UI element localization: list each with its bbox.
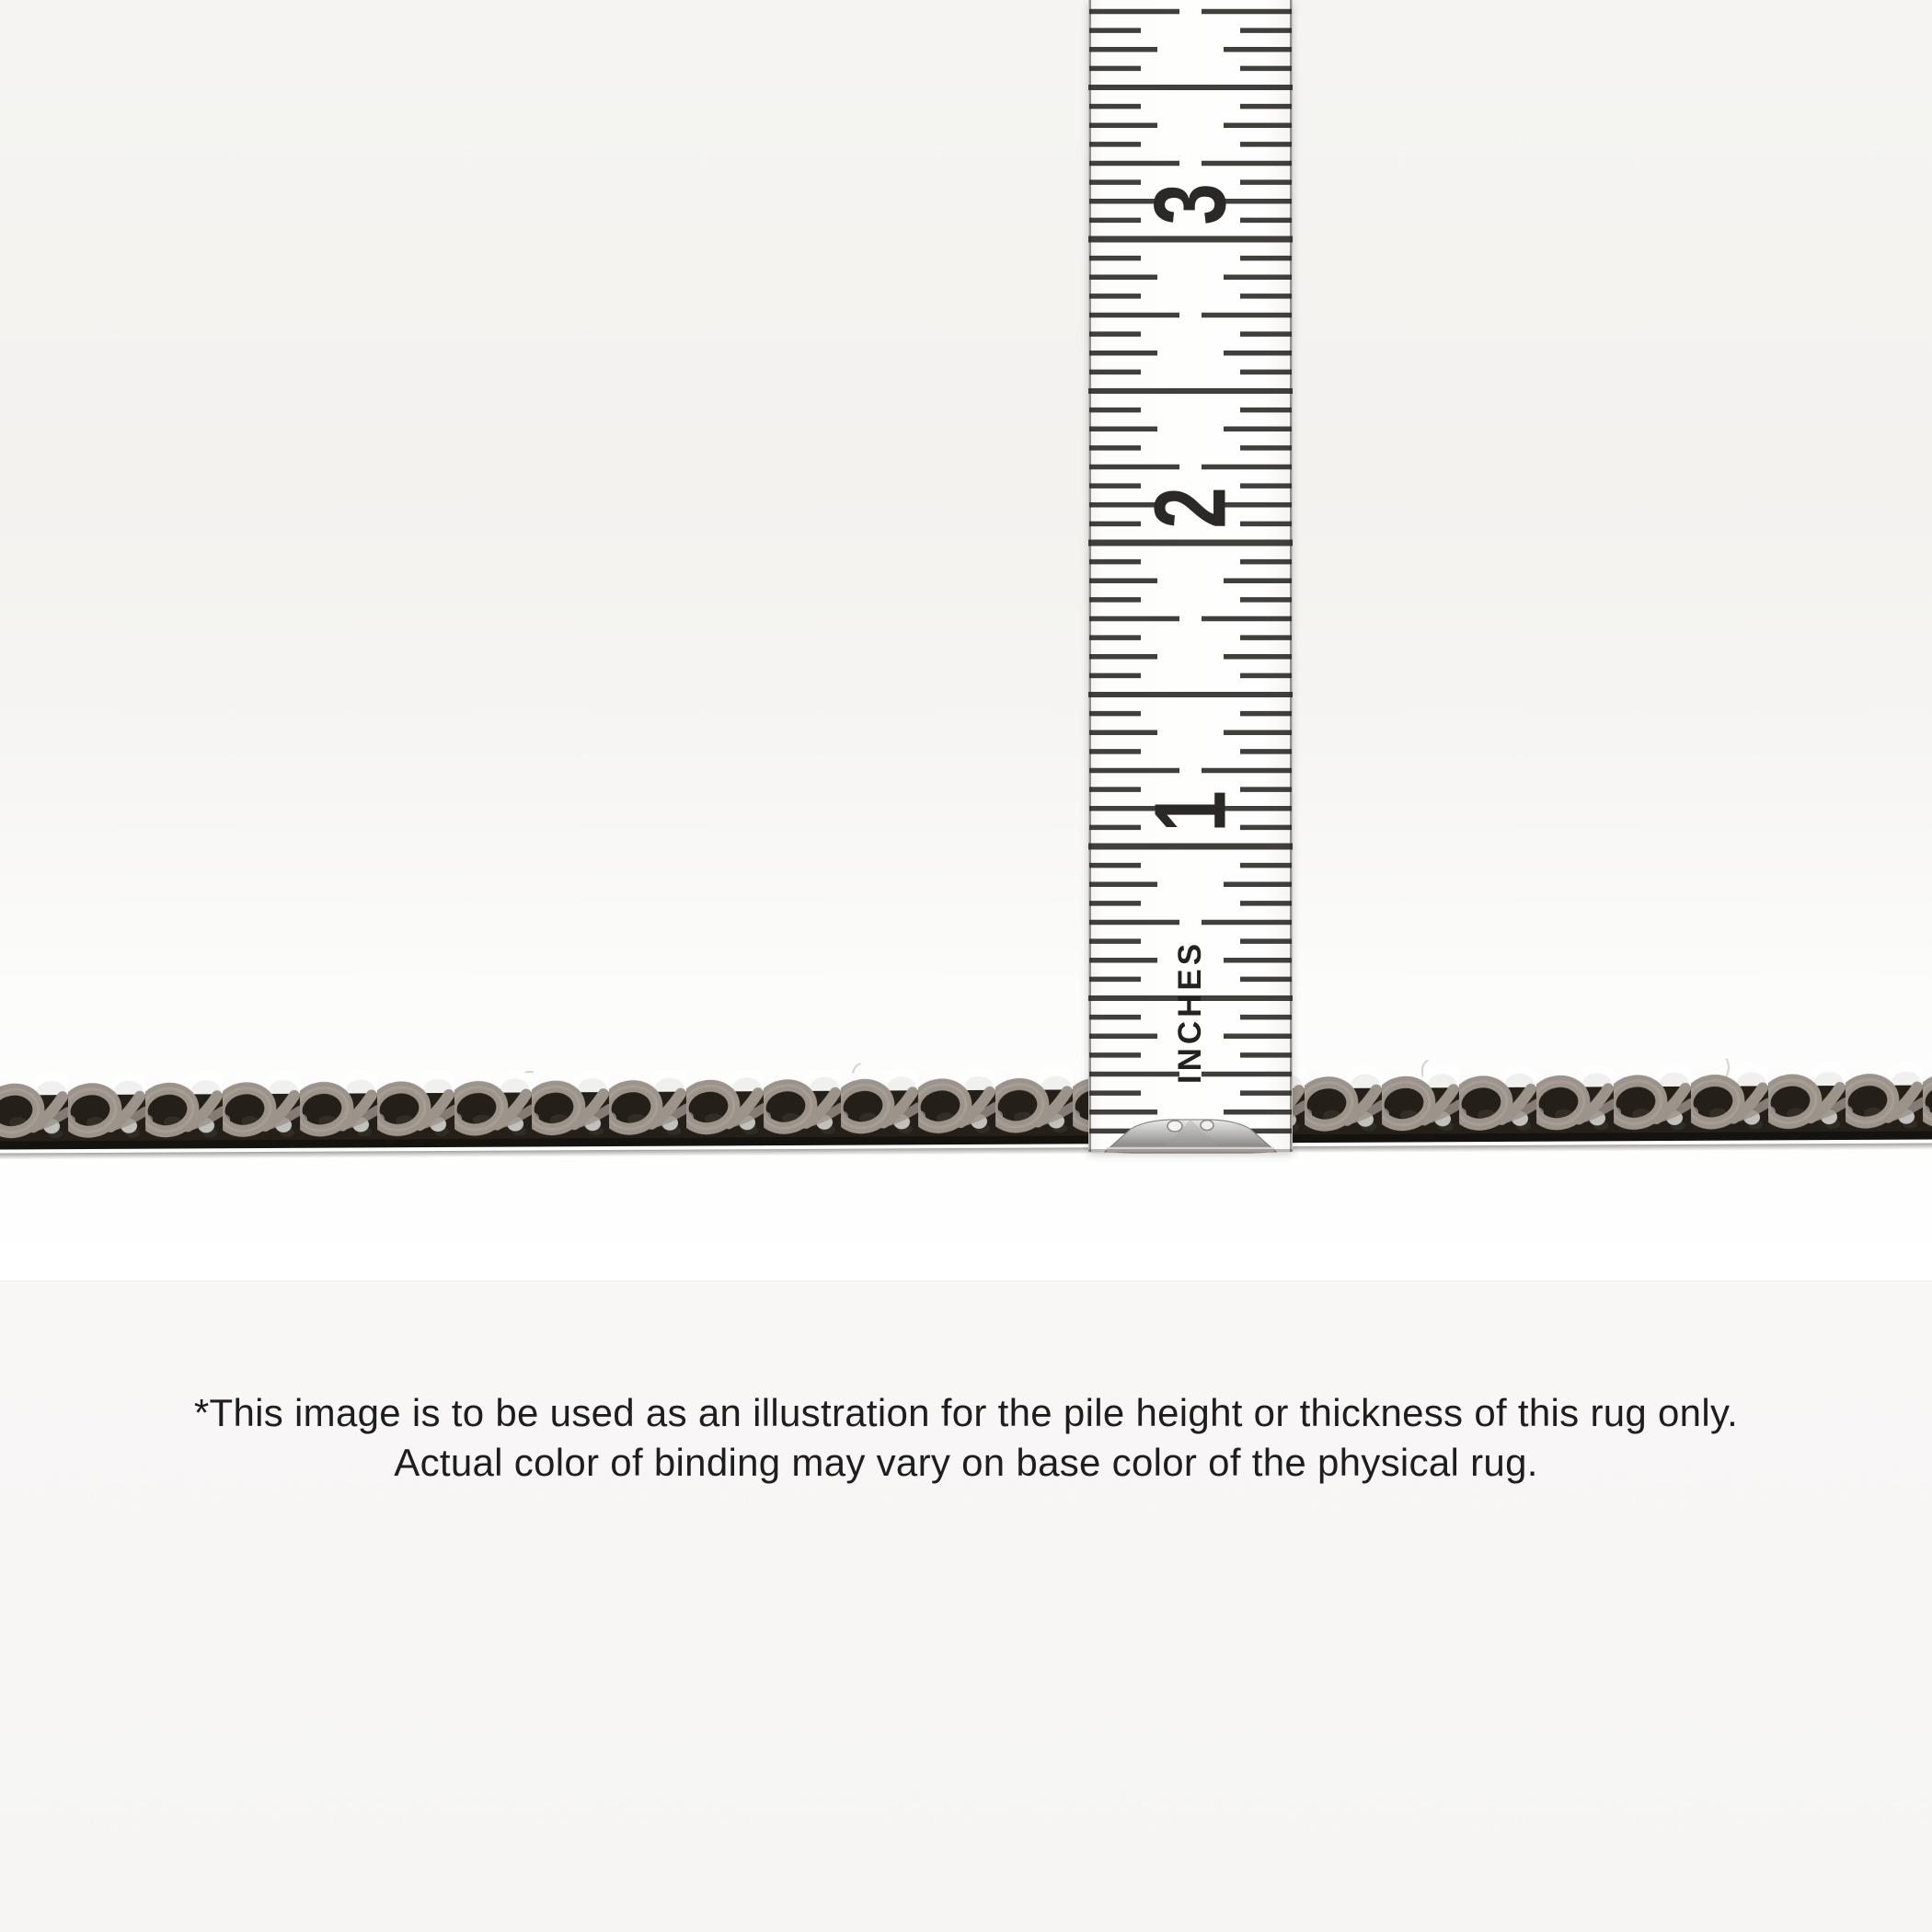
caption-panel <box>0 1281 1932 1932</box>
ruler-number-1: 1 <box>1133 790 1248 833</box>
ruler-metal-tip <box>1103 1113 1278 1154</box>
rug-edge-strip <box>0 1057 1932 1159</box>
rug-binding-pattern <box>0 1057 1932 1159</box>
disclaimer-line-2: Actual color of binding may vary on base color of the physical rug. <box>394 1441 1538 1484</box>
ruler-unit-label: INCHES <box>1172 939 1208 1085</box>
ruler-bottom-shadow <box>1088 1149 1293 1152</box>
ruler-number-2: 2 <box>1133 487 1248 529</box>
disclaimer-line-1: *This image is to be used as an illustration for the pile height or thickness of this rug only. <box>193 1391 1739 1434</box>
ruler <box>1088 0 1293 1152</box>
ruler-number-3: 3 <box>1133 183 1248 225</box>
disclaimer-text <box>0 1282 1932 1488</box>
